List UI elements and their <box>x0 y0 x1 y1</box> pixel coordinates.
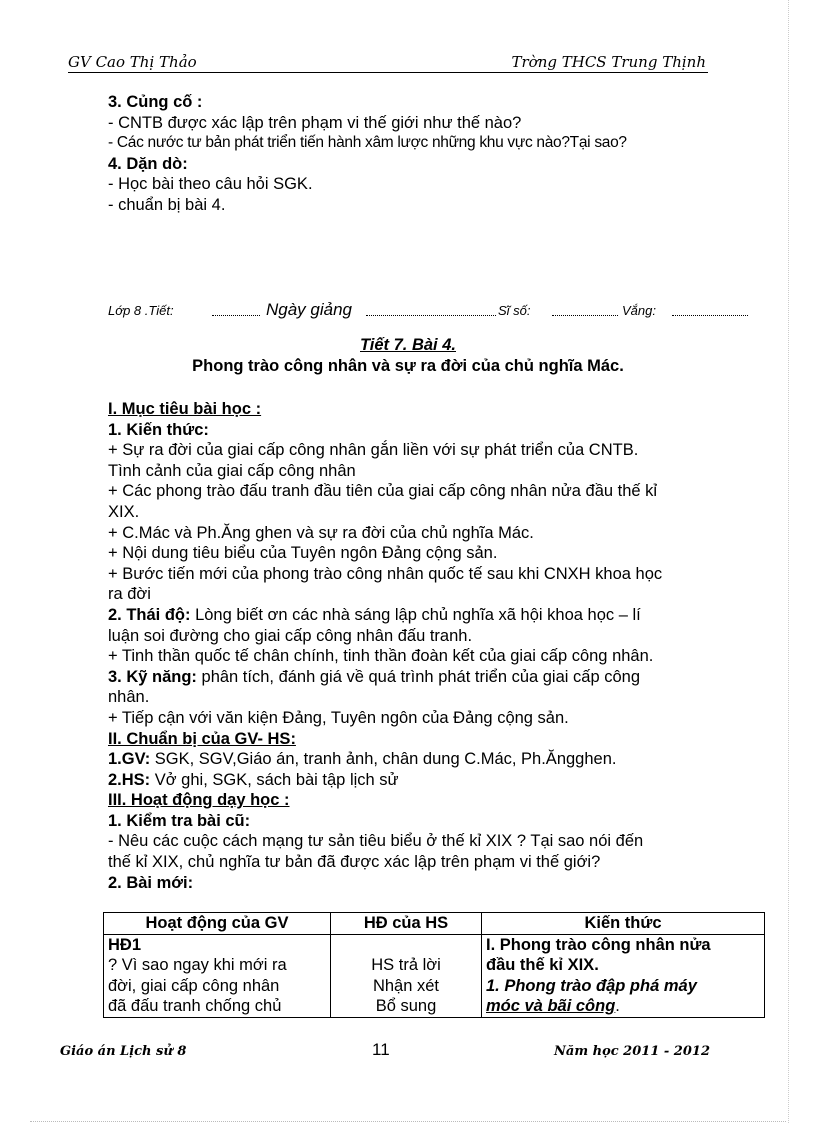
section2-title: II. Chuẩn bị của GV- HS: <box>108 729 296 748</box>
class-info-line <box>108 300 758 322</box>
header-teacher: GV Cao Thị Thảo <box>68 53 197 71</box>
thai-do-text: Lòng biết ơn các nhà sáng lập chủ nghĩa xã hội khoa học – lí <box>190 605 641 624</box>
kien-thuc-line-1: + Sự ra đời của giai cấp công nhân gắn liền với sự phát triển của CNTB. <box>108 441 639 460</box>
gv-cell <box>104 934 331 1017</box>
table-row <box>104 934 765 1017</box>
kt-sub-line-2: móc và bãi công <box>486 997 616 1015</box>
si-so-label: Sĩ số: <box>498 303 531 318</box>
kt-heading-line-1: I. Phong trào công nhân nửa <box>486 935 711 954</box>
footer-subject: Giáo án Lịch sử 8 <box>60 1044 187 1059</box>
page-number: 11 <box>372 1040 390 1059</box>
table-header-row <box>104 913 765 935</box>
vang-dots <box>672 315 748 316</box>
lesson-title: Phong trào công nhân và sự ra đời của chủ nghĩa Mác. <box>192 357 624 375</box>
objectives-block <box>108 399 760 893</box>
hs-line-1: HS trả lời <box>371 956 441 974</box>
hs-cell <box>331 934 482 1017</box>
ky-nang-line-2: nhân. <box>108 688 150 707</box>
ky-nang-text: phân tích, đánh giá về quá trình phát triển của giai cấp công <box>196 667 640 686</box>
kien-thuc-line-6: + Nội dung tiêu biểu của Tuyên ngôn Đảng cộng sản. <box>108 544 498 563</box>
ngay-giang-label: Ngày giảng <box>266 300 353 319</box>
section3-title: III. Hoạt động dạy học : <box>108 791 290 810</box>
kt-sub-line-2-wrap <box>486 996 760 1017</box>
thai-do-line-2: luận soi đường cho giai cấp công nhân đấu tranh. <box>108 626 473 645</box>
gv-line-1: ? Vì sao ngay khi mới ra <box>108 956 287 974</box>
dan-do-line-2: - chuẩn bị bài 4. <box>108 195 226 214</box>
col-header-kien-thuc: Kiến thức <box>482 913 765 935</box>
kiem-tra-line-2: thế kỉ XIX, chủ nghĩa tư bản đã được xác lập trên phạm vi thế giới? <box>108 853 601 872</box>
ky-nang-label: 3. Kỹ năng: <box>108 667 197 686</box>
thai-do-line-3: + Tinh thần quốc tế chân chính, tinh thần đoàn kết của giai cấp công nhân. <box>108 647 654 666</box>
right-border-dots <box>788 0 789 1123</box>
page-header <box>68 52 708 73</box>
thai-do-label: 2. Thái độ: <box>108 605 191 624</box>
kt-sub-line-1: 1. Phong trào đập phá máy <box>486 976 697 995</box>
bai-moi-title: 2. Bài mới: <box>108 873 194 892</box>
lesson-number: Tiết 7. Bài 4. <box>360 336 456 354</box>
kien-thuc-cell <box>482 934 765 1017</box>
kiem-tra-line-1: - Nêu các cuộc cách mạng tư sản tiêu biểu ở thế kỉ XIX ? Tại sao nói đến <box>108 832 644 851</box>
section1-title: I. Mục tiêu bài học : <box>108 400 262 418</box>
cung-co-line-2: - Các nước tư bản phát triển tiến hành xâm lược những khu vực nào?Tại sao? <box>108 134 627 152</box>
ngay-dots <box>366 315 496 316</box>
ky-nang-line-1 <box>108 667 760 688</box>
gv-line-3: đã đấu tranh chống chủ <box>108 997 282 1015</box>
hs-text: Vở ghi, SGK, sách bài tập lịch sử <box>150 770 399 789</box>
kien-thuc-line-4: XIX. <box>108 502 140 521</box>
kien-thuc-line-5: + C.Mác và Ph.Ăng ghen và sự ra đời của chủ nghĩa Mác. <box>108 523 534 542</box>
kien-thuc-line-2: Tình cảnh của giai cấp công nhân <box>108 461 356 480</box>
dan-do-line-1: - Học bài theo câu hỏi SGK. <box>108 175 313 194</box>
col-header-hs: HĐ của HS <box>331 913 482 935</box>
cung-co-title: 3. Củng cố : <box>108 93 203 111</box>
hs-line-3: Bổ sung <box>375 997 437 1015</box>
gv-label: 1.GV: <box>108 750 151 769</box>
col-header-gv: Hoạt động của GV <box>104 913 331 935</box>
lop-label: Lớp 8 .Tiết: <box>108 303 174 318</box>
si-so-dots <box>552 315 618 316</box>
kien-thuc-line-8: ra đời <box>108 585 151 604</box>
cung-co-line-1: - CNTB được xác lập trên phạm vi thế giới như thế nào? <box>108 113 522 132</box>
vang-label: Vắng: <box>622 303 656 318</box>
thai-do-line-1 <box>108 605 760 626</box>
kt-heading-line-2: đầu thế kỉ XIX. <box>486 956 599 974</box>
gv-text: SGK, SGV,Giáo án, tranh ảnh, chân dung C.Mác, Ph.Ăngghen. <box>150 750 617 769</box>
kien-thuc-line-3: + Các phong trào đấu tranh đầu tiên của giai cấp công nhân nửa đầu thế kỉ <box>108 482 658 501</box>
footer-school-year: Năm học 2011 - 2012 <box>554 1044 710 1059</box>
gv-line-2: đời, giai cấp công nhân <box>108 976 280 995</box>
ky-nang-line-3: + Tiếp cận với văn kiện Đảng, Tuyên ngôn của Đảng cộng sản. <box>108 708 569 727</box>
dan-do-title: 4. Dặn dò: <box>108 154 188 173</box>
lesson-activity-table <box>103 912 765 1018</box>
gv-prep-line <box>108 749 760 770</box>
cung-co-block <box>108 92 760 216</box>
hd1-title: HĐ1 <box>108 935 142 954</box>
kien-thuc-title: 1. Kiến thức: <box>108 420 209 439</box>
kien-thuc-line-7: + Bước tiến mới của phong trào công nhân quốc tế sau khi CNXH khoa học <box>108 564 663 583</box>
bottom-border-dots <box>30 1121 786 1122</box>
hs-label: 2.HS: <box>108 770 151 789</box>
kiem-tra-title: 1. Kiểm tra bài cũ: <box>108 811 251 830</box>
page-footer <box>60 1040 710 1064</box>
header-school: Trờng THCS Trung Thịnh <box>511 53 706 71</box>
kt-sub-end: . <box>615 997 620 1015</box>
hs-line-2: Nhận xét <box>372 976 440 995</box>
lop-dots <box>212 315 260 316</box>
hs-prep-line <box>108 770 760 791</box>
